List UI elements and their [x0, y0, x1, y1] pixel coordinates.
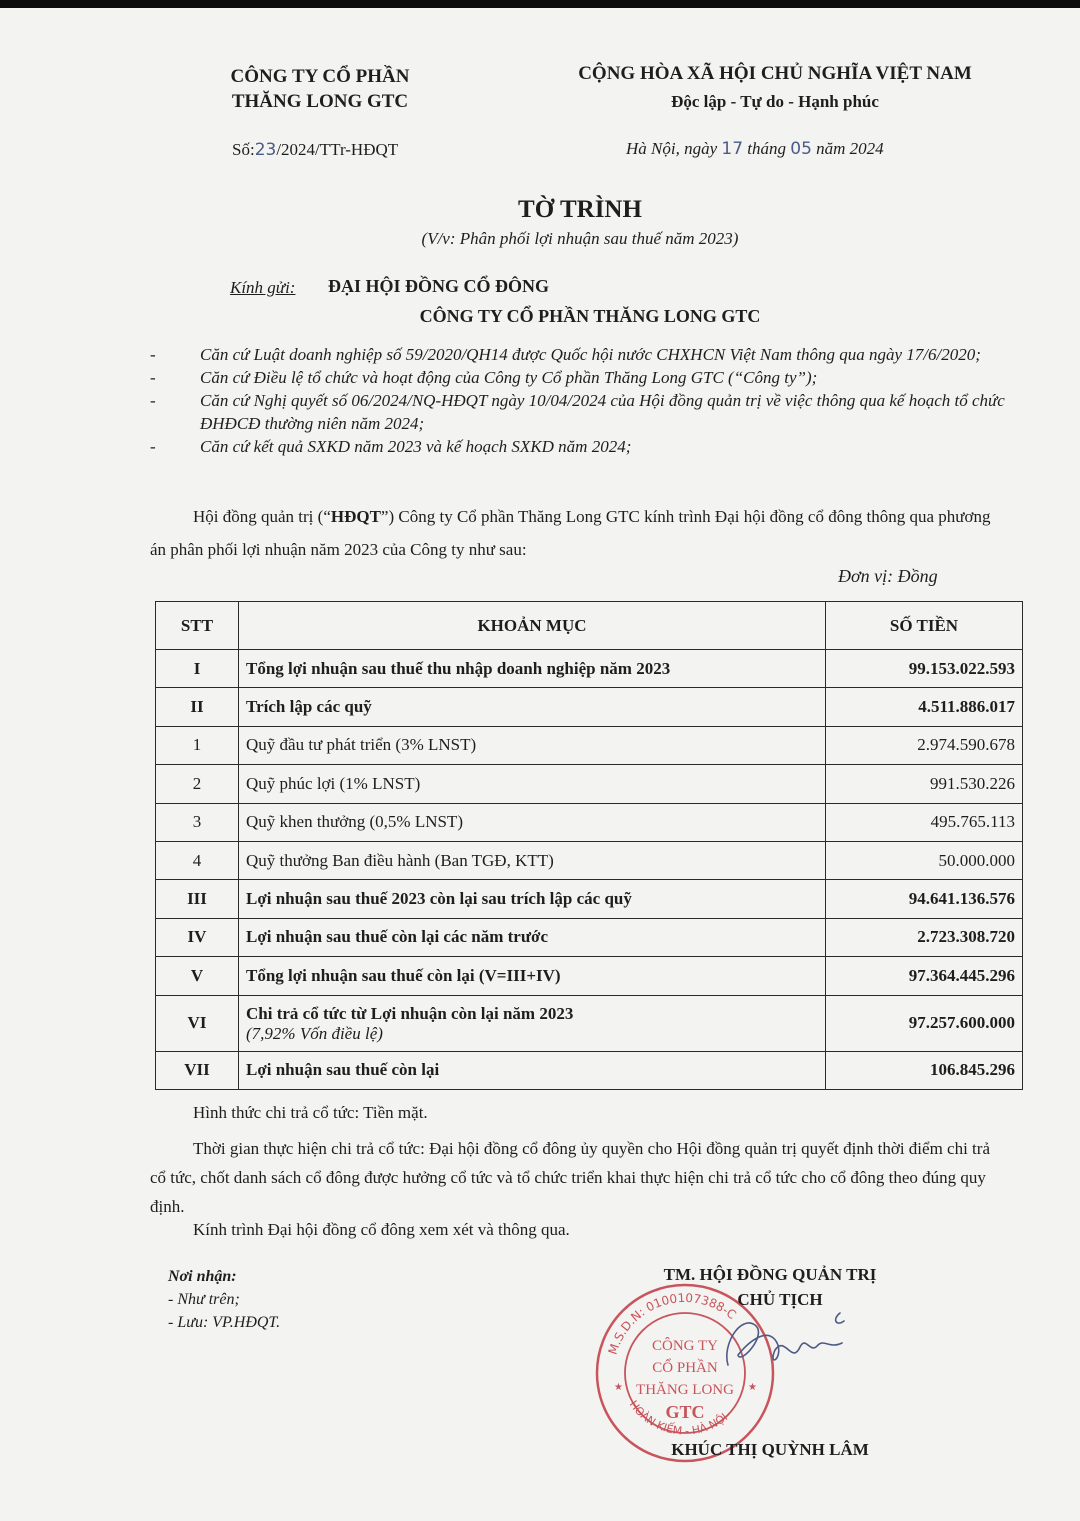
table-row [156, 765, 1023, 803]
row-item: Lợi nhuận sau thuế 2023 còn lại sau trích lập các quỹ [239, 880, 826, 918]
seal-line-4: GTC [665, 1402, 705, 1422]
recipients-block [168, 1265, 280, 1334]
row-stt: VI [156, 995, 239, 1051]
legal-basis-item: - Căn cứ Điều lệ tổ chức và hoạt động của Công ty Cổ phần Thăng Long GTC (“Công ty”); [150, 368, 818, 387]
row-item: Tổng lợi nhuận sau thuế còn lại (V=III+IV) [239, 957, 826, 995]
table-row [156, 726, 1023, 764]
table-row [156, 803, 1023, 841]
nation-motto: Độc lập - Tự do - Hạnh phúc [671, 92, 879, 111]
row-stt: 1 [156, 726, 239, 764]
date-year: năm 2024 [816, 139, 884, 158]
row-item: Trích lập các quỹ [239, 688, 826, 726]
row-item-cell [239, 995, 826, 1051]
payment-time-text: Thời gian thực hiện chi trả cổ tức: Đại hội đồng cổ đông ủy quyền cho Hội đồng quản trị quyết định thời điểm chi trả cổ tức, chốt danh sách cổ đông được hưởng cổ tức và tổ chức triển khai thực hiện chi trả cổ tức cho cổ đông theo đúng quy định. [150, 1139, 990, 1216]
intro-text-b: ”) Công ty Cổ phần Thăng Long GTC kính trình Đại hội đồng cổ đông thông qua phương án phân phối lợi nhuận năm 2023 của Công ty như sau: [150, 507, 991, 559]
seal-line-2: CỔ PHẦN [652, 1360, 718, 1376]
table-row [156, 1051, 1023, 1089]
legal-basis-text: Căn cứ Điều lệ tổ chức và hoạt động của Công ty Cổ phần Thăng Long GTC (“Công ty”); [200, 368, 818, 387]
row-item: Tổng lợi nhuận sau thuế thu nhập doanh nghiệp năm 2023 [239, 650, 826, 688]
legal-basis-text: Căn cứ kết quả SXKD năm 2023 và kế hoạch SXKD năm 2024; [200, 437, 632, 456]
row-item: Chi trả cổ tức từ Lợi nhuận còn lại năm 2023 [246, 1004, 574, 1024]
table-row [156, 918, 1023, 956]
doc-no-handwritten: 23 [254, 140, 277, 160]
recipients-heading: Nơi nhận: [168, 1268, 237, 1285]
handwritten-signature [720, 1305, 850, 1385]
table-row [156, 688, 1023, 726]
row-item: Lợi nhuận sau thuế còn lại các năm trước [239, 918, 826, 956]
date-place: Hà Nội, ngày [626, 139, 718, 158]
row-item: Quỹ đầu tư phát triển (3% LNST) [239, 726, 826, 764]
document-number [232, 140, 398, 160]
table-row [156, 650, 1023, 688]
seal-line-3: THĂNG LONG [636, 1382, 734, 1398]
row-amount: 99.153.022.593 [826, 650, 1023, 688]
intro-paragraph [150, 500, 1010, 566]
row-amount: 991.530.226 [826, 765, 1023, 803]
signature-name: KHÚC THỊ QUỲNH LÂM [671, 1440, 869, 1459]
nation-line-1: CỘNG HÒA XÃ HỘI CHỦ NGHĨA VIỆT NAM [578, 63, 972, 84]
table-row [156, 880, 1023, 918]
header-item: KHOẢN MỤC [239, 602, 826, 650]
table-row [156, 841, 1023, 879]
recipient-item: - Như trên; [168, 1291, 240, 1308]
table-row [156, 995, 1023, 1051]
date-day: 17 [721, 139, 744, 159]
nation-header [555, 60, 995, 116]
payment-form-text: Hình thức chi trả cổ tức: Tiền mặt. [193, 1103, 428, 1122]
row-amount: 2.974.590.678 [826, 726, 1023, 764]
seal-star-icon: ★ [748, 1382, 757, 1393]
signature-role: CHỦ TỊCH [737, 1290, 823, 1309]
row-item-note: (7,92% Vốn điều lệ) [246, 1024, 383, 1044]
profit-distribution-table [155, 601, 1023, 1090]
seal-line-1: CÔNG TY [652, 1338, 718, 1354]
row-stt: III [156, 880, 239, 918]
row-amount: 2.723.308.720 [826, 918, 1023, 956]
legal-basis-item: - Căn cứ Luật doanh nghiệp số 59/2020/QH14 được Quốc hội nước CHXHCN Việt Nam thông qua ngày 17/6/2020; [150, 345, 981, 364]
row-amount: 50.000.000 [826, 841, 1023, 879]
row-stt: 4 [156, 841, 239, 879]
seal-ring-text: M.S.D.N: 0100107388-C [605, 1290, 739, 1357]
legal-bases-list [150, 343, 1025, 458]
intro-abbrev: HĐQT [330, 507, 381, 526]
row-amount: 94.641.136.576 [826, 880, 1023, 918]
recipient-line-2: CÔNG TY CỔ PHẦN THĂNG LONG GTC [419, 306, 761, 326]
legal-basis-item: - Căn cứ Nghị quyết số 06/2024/NQ-HĐQT ngày 10/04/2024 của Hội đồng quản trị về việc thông qua kế hoạch tổ chức ĐHĐCĐ thường niên năm 2024; [150, 391, 1005, 433]
recipient-label: Kính gửi: [230, 278, 296, 297]
recipient-item: - Lưu: VP.HĐQT. [168, 1314, 281, 1331]
date-month-word: tháng [747, 139, 787, 158]
row-stt: 3 [156, 803, 239, 841]
seal-ring-bottom-text: HOÀN KIẾM - HÀ NỘI [626, 1398, 731, 1438]
row-amount: 4.511.886.017 [826, 688, 1023, 726]
row-item: Lợi nhuận sau thuế còn lại [239, 1051, 826, 1089]
doc-no-suffix: /2024/TTr-HĐQT [276, 140, 399, 159]
row-item: Quỹ thưởng Ban điều hành (Ban TGĐ, KTT) [239, 841, 826, 879]
row-amount: 495.765.113 [826, 803, 1023, 841]
legal-basis-text: Căn cứ Luật doanh nghiệp số 59/2020/QH14 được Quốc hội nước CHXHCN Việt Nam thông qua ngày 17/6/2020; [200, 345, 981, 364]
row-amount: 97.364.445.296 [826, 957, 1023, 995]
document-subtitle: (V/v: Phân phối lợi nhuận sau thuế năm 2023) [421, 229, 739, 248]
closing-text: Kính trình Đại hội đồng cổ đông xem xét và thông qua. [193, 1220, 570, 1239]
intro-text-a: Hội đồng quản trị (“ [193, 507, 331, 526]
row-item: Quỹ khen thưởng (0,5% LNST) [239, 803, 826, 841]
doc-no-prefix: Số: [232, 140, 255, 159]
company-header [200, 64, 440, 114]
company-line-1: CÔNG TY CỔ PHẦN [230, 66, 410, 87]
recipient-line-1: ĐẠI HỘI ĐỒNG CỔ ĐÔNG [328, 276, 550, 296]
row-stt: II [156, 688, 239, 726]
row-stt: I [156, 650, 239, 688]
document-title: TỜ TRÌNH [518, 196, 642, 223]
table-header-row [156, 602, 1023, 650]
table-row [156, 957, 1023, 995]
seal-star-icon: ★ [614, 1382, 623, 1393]
date-month: 05 [790, 139, 812, 159]
header-amount: SỐ TIỀN [826, 602, 1023, 650]
row-stt: V [156, 957, 239, 995]
row-stt: 2 [156, 765, 239, 803]
legal-basis-item: - Căn cứ kết quả SXKD năm 2023 và kế hoạch SXKD năm 2024; [150, 437, 632, 456]
top-edge-bar [0, 0, 1080, 8]
document-date [626, 139, 884, 159]
row-amount: 106.845.296 [826, 1051, 1023, 1089]
unit-label: Đơn vị: Đồng [838, 566, 938, 586]
signature-org: TM. HỘI ĐỒNG QUẢN TRỊ [663, 1265, 877, 1284]
row-stt: VII [156, 1051, 239, 1089]
header-stt: STT [156, 602, 239, 650]
row-item: Quỹ phúc lợi (1% LNST) [239, 765, 826, 803]
row-stt: IV [156, 918, 239, 956]
legal-basis-text: Căn cứ Nghị quyết số 06/2024/NQ-HĐQT ngày 10/04/2024 của Hội đồng quản trị về việc thông qua kế hoạch tổ chức ĐHĐCĐ thường niên năm 2024; [200, 391, 1005, 433]
company-line-2: THĂNG LONG GTC [231, 91, 409, 112]
row-amount: 97.257.600.000 [826, 995, 1023, 1051]
